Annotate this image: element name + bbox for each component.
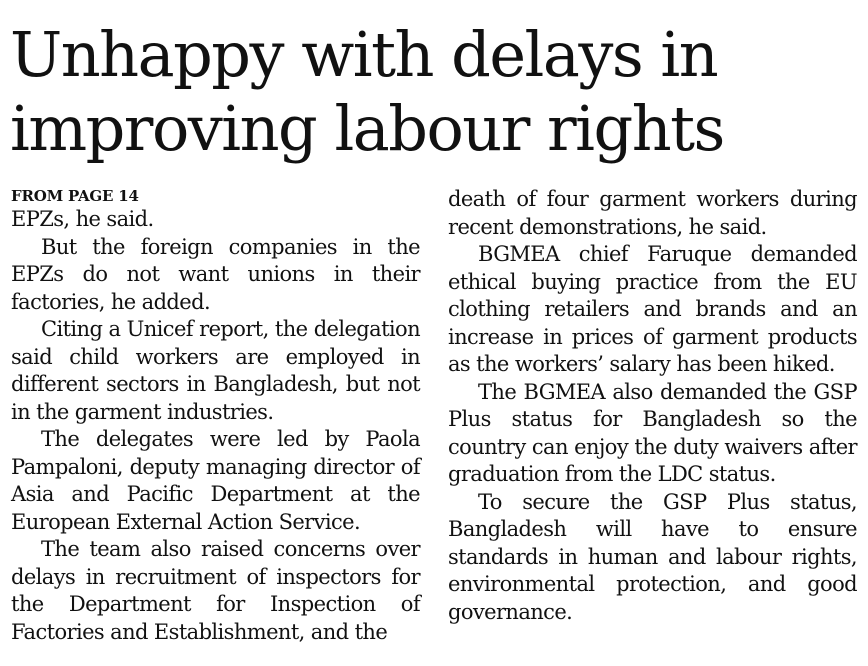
paragraph: To secure the GSP Plus status, Bangladesh will have to ensure standards in human and labour rights, environmental protection, and good governance. — [448, 489, 857, 624]
paragraph: death of four garment workers during recent demonstrations, he said. — [448, 187, 857, 239]
paragraph: Citing a Unicef report, the delegation said child workers are employed in different sectors in Bangladesh, but not in the garment industries. — [11, 317, 420, 424]
left-column — [11, 186, 420, 646]
right-column — [448, 186, 857, 626]
headline: Unhappy with delays in improving labour rights — [10, 18, 724, 165]
paragraph: The delegates were led by Paola Pampaloni, deputy managing director of Asia and Pacific Department at the European External Action Service. — [11, 427, 420, 534]
paragraph: The team also raised concerns over delays in recruitment of inspectors for the Department for Inspection of Factories and Establishment, and the — [11, 537, 420, 644]
paragraph: EPZs, he said. — [11, 207, 154, 231]
paragraph: BGMEA chief Faruque demanded ethical buying practice from the EU clothing retailers and brands and an increase in prices of garment products as the workers’ salary has been hiked. — [448, 242, 857, 376]
jump-line: FROM PAGE 14 — [11, 187, 139, 205]
paragraph: But the foreign companies in the EPZs do not want unions in their factories, he added. — [11, 234, 420, 314]
paragraph: The BGMEA also demanded the GSP Plus status for Bangladesh so the country can enjoy the duty waivers after graduation from the LDC status. — [448, 379, 857, 486]
